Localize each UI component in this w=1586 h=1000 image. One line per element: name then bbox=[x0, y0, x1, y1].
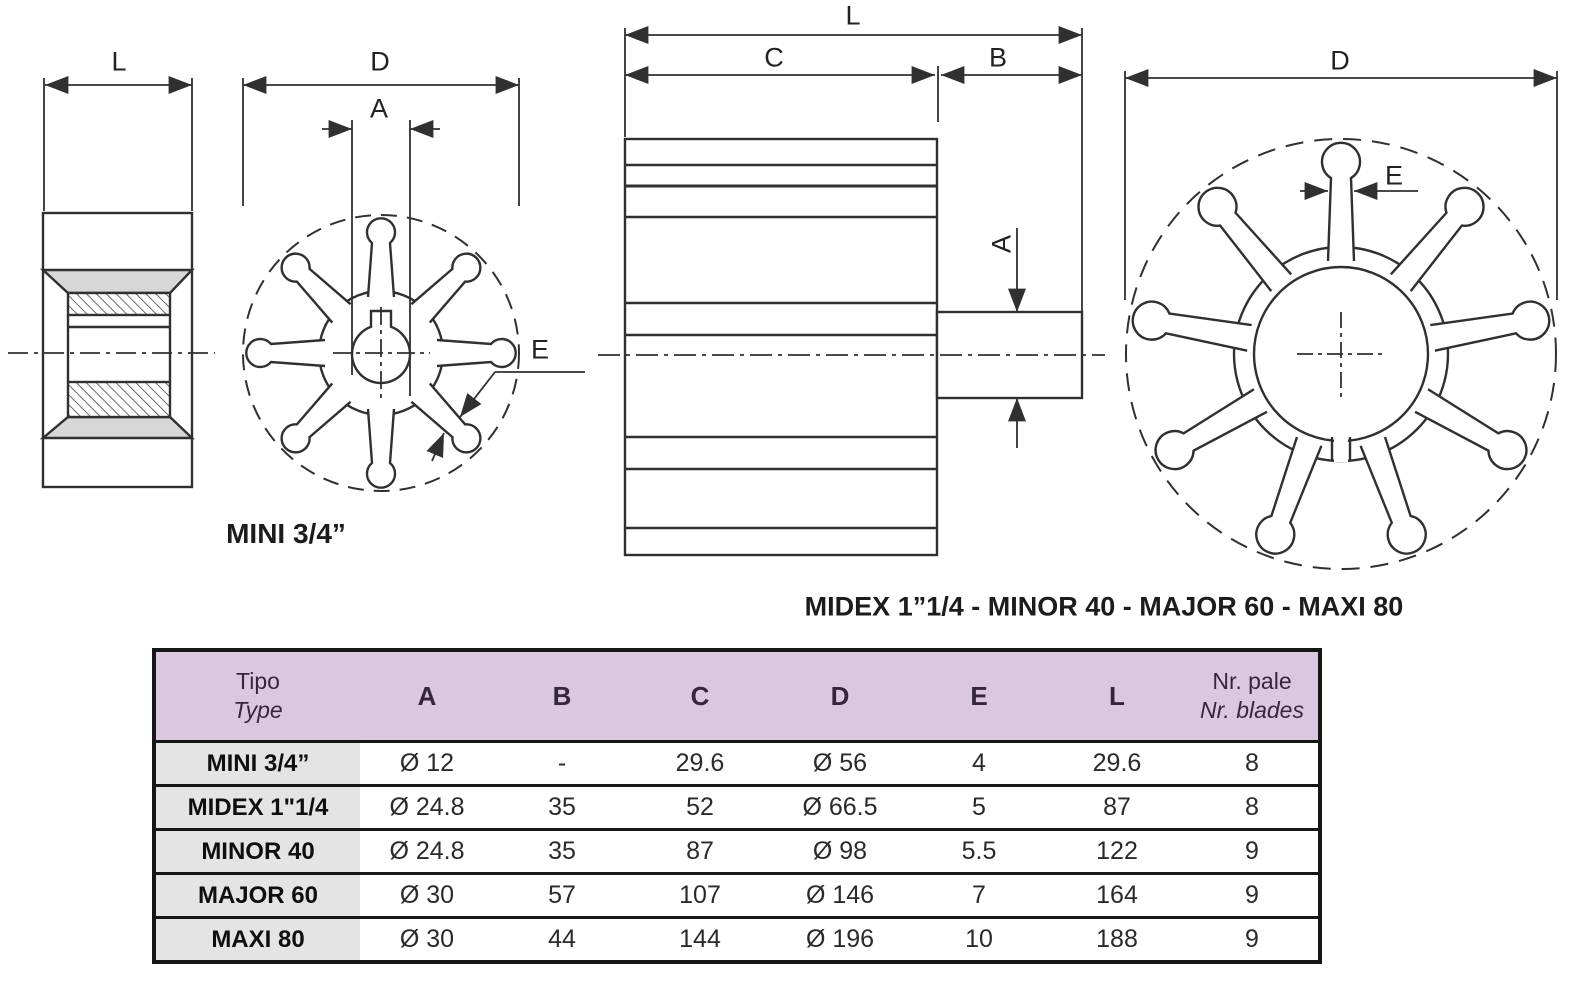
cell-l: 188 bbox=[1048, 918, 1186, 963]
cell-blades: 9 bbox=[1186, 830, 1320, 874]
cell-blades: 9 bbox=[1186, 874, 1320, 918]
col-header-type-it: Tipo bbox=[236, 668, 280, 695]
cell-e: 10 bbox=[910, 918, 1048, 963]
cell-l: 164 bbox=[1048, 874, 1186, 918]
col-header-blades bbox=[1186, 650, 1320, 742]
table-row bbox=[154, 786, 1320, 830]
cell-b: 44 bbox=[494, 918, 630, 963]
col-header-b: B bbox=[494, 650, 630, 742]
cell-b: 35 bbox=[494, 830, 630, 874]
cell-a: Ø 12 bbox=[360, 742, 494, 786]
dim-label-e-mini: E bbox=[530, 334, 550, 365]
row-label: MAXI 80 bbox=[154, 918, 360, 963]
table-row bbox=[154, 742, 1320, 786]
large-dim-c-b bbox=[625, 66, 1082, 122]
dim-label-d-mini: D bbox=[370, 46, 390, 77]
cell-b: - bbox=[494, 742, 630, 786]
dim-label-c-large: C bbox=[764, 42, 784, 73]
cell-a: Ø 30 bbox=[360, 874, 494, 918]
cell-l: 122 bbox=[1048, 830, 1186, 874]
cell-a: Ø 24.8 bbox=[360, 830, 494, 874]
cell-c: 87 bbox=[630, 830, 770, 874]
table-row bbox=[154, 830, 1320, 874]
mini-front-view bbox=[243, 78, 585, 491]
table-row bbox=[154, 918, 1320, 963]
cell-e: 7 bbox=[910, 874, 1048, 918]
dim-label-b-large: B bbox=[988, 42, 1008, 73]
cell-d: Ø 56 bbox=[770, 742, 910, 786]
dim-label-d-large: D bbox=[1330, 45, 1350, 76]
mini-side-dim-l bbox=[44, 78, 192, 211]
col-header-e: E bbox=[910, 650, 1048, 742]
cell-l: 87 bbox=[1048, 786, 1186, 830]
row-label: MIDEX 1"1/4 bbox=[154, 786, 360, 830]
dim-label-e-large: E bbox=[1384, 160, 1404, 191]
cell-b: 57 bbox=[494, 874, 630, 918]
model-name-mini: MINI 3/4” bbox=[226, 518, 346, 549]
cell-c: 144 bbox=[630, 918, 770, 963]
cell-e: 4 bbox=[910, 742, 1048, 786]
cell-c: 52 bbox=[630, 786, 770, 830]
cell-a: Ø 24.8 bbox=[360, 786, 494, 830]
cell-c: 107 bbox=[630, 874, 770, 918]
cell-d: Ø 146 bbox=[770, 874, 910, 918]
row-label: MAJOR 60 bbox=[154, 874, 360, 918]
cell-e: 5 bbox=[910, 786, 1048, 830]
spec-table bbox=[152, 648, 1322, 964]
cell-blades: 8 bbox=[1186, 742, 1320, 786]
col-header-type bbox=[154, 650, 360, 742]
col-header-type-en: Type bbox=[233, 697, 283, 723]
cell-l: 29.6 bbox=[1048, 742, 1186, 786]
dim-label-l-large: L bbox=[845, 0, 861, 31]
cell-d: Ø 66.5 bbox=[770, 786, 910, 830]
mini-side-view bbox=[8, 78, 215, 487]
col-header-blades-en: Nr. blades bbox=[1200, 697, 1304, 723]
hub-split bbox=[1332, 431, 1350, 462]
large-side-view bbox=[598, 28, 1105, 555]
dim-label-a-large: A bbox=[986, 234, 1017, 254]
col-header-c: C bbox=[630, 650, 770, 742]
col-header-l: L bbox=[1048, 650, 1186, 742]
cell-a: Ø 30 bbox=[360, 918, 494, 963]
cell-blades: 9 bbox=[1186, 918, 1320, 963]
row-label: MINOR 40 bbox=[154, 830, 360, 874]
cell-d: Ø 196 bbox=[770, 918, 910, 963]
cell-b: 35 bbox=[494, 786, 630, 830]
table-row bbox=[154, 874, 1320, 918]
caption-models: MIDEX 1”1/4 - MINOR 40 - MAJOR 60 - MAXI 80 bbox=[804, 591, 1404, 622]
col-header-d: D bbox=[770, 650, 910, 742]
cell-c: 29.6 bbox=[630, 742, 770, 786]
cell-d: Ø 98 bbox=[770, 830, 910, 874]
col-header-a: A bbox=[360, 650, 494, 742]
center-cross bbox=[1297, 312, 1387, 397]
dim-label-l-mini-side: L bbox=[111, 46, 127, 77]
cell-blades: 8 bbox=[1186, 786, 1320, 830]
row-label: MINI 3/4” bbox=[154, 742, 360, 786]
large-front-view bbox=[1125, 71, 1557, 569]
col-header-blades-it: Nr. pale bbox=[1212, 668, 1292, 695]
table-header-row bbox=[154, 650, 1320, 742]
dim-label-a-mini: A bbox=[369, 93, 389, 124]
cell-e: 5.5 bbox=[910, 830, 1048, 874]
